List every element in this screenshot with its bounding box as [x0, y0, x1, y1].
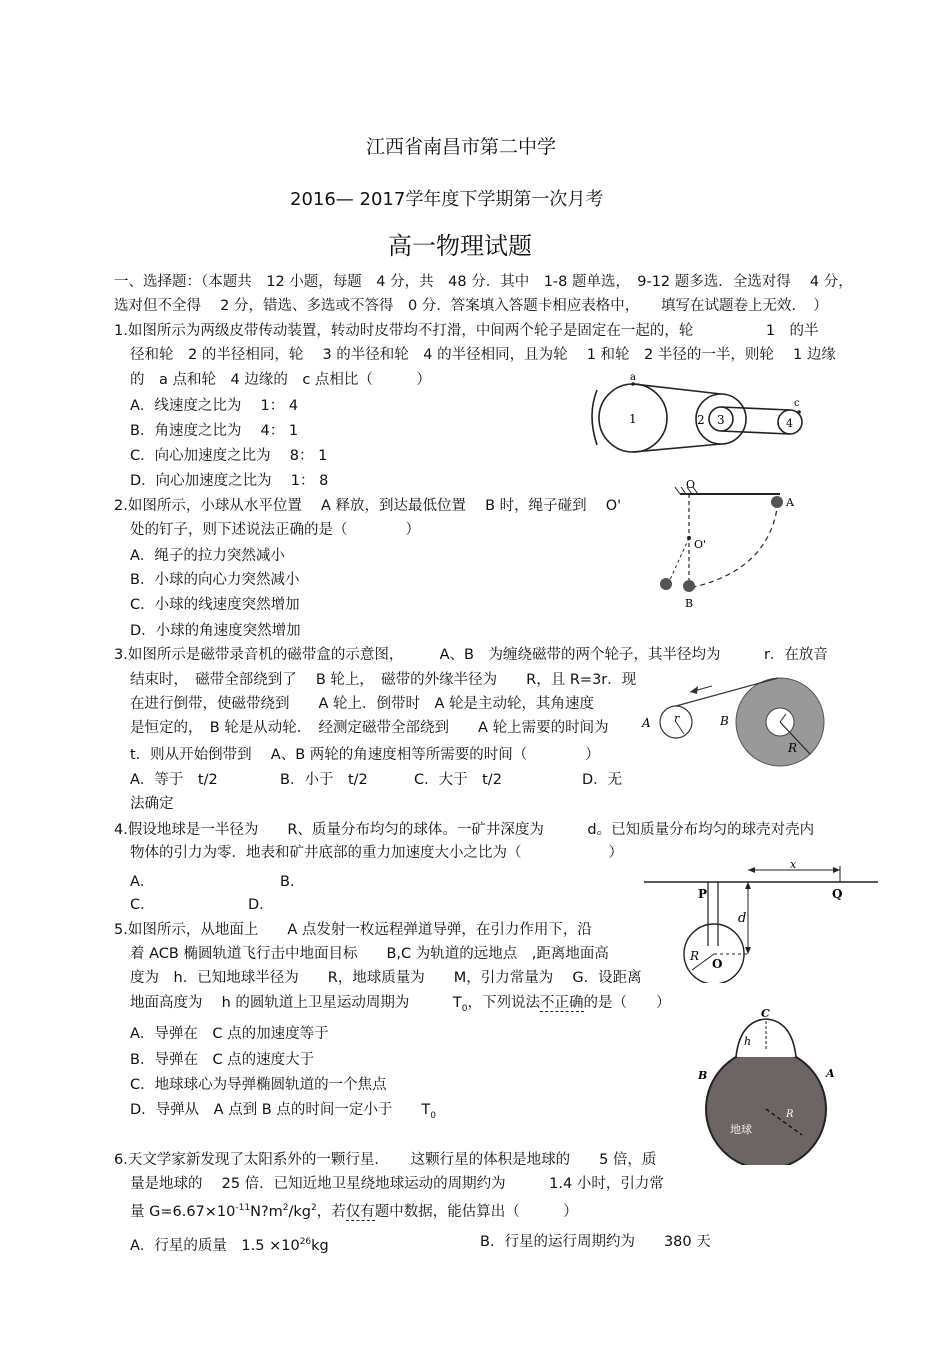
- q6-line3-part5: 题中数据，能估算出（ ）: [374, 1203, 578, 1220]
- q3-label-b: B: [720, 714, 729, 728]
- q5-label-b: B: [698, 1069, 708, 1082]
- q3-stem-line2: 结束时， 磁带全部绕到了 B 轮上， 磁带的外缘半径为 R，且 R=3r．现: [130, 672, 637, 688]
- q1-option-b: B．角速度之比为 4： 1: [130, 423, 299, 439]
- q4-option-d: D．: [248, 897, 274, 913]
- q2-option-b: B．小球的向心力突然减小: [130, 572, 300, 588]
- q3-stem-line3: 在进行倒带，使磁带绕到 A 轮上．倒带时 A 轮是主动轮，其角速度: [130, 696, 595, 712]
- q1-option-c: C．向心加速度之比为 8： 1: [130, 448, 328, 464]
- q6-stem-line3: [130, 1198, 578, 1222]
- q5-emphasis-not-correct: 不正确: [540, 995, 584, 1011]
- q4-label-p: P: [698, 887, 708, 901]
- q1-belt-diagram: [585, 370, 815, 490]
- q5-stem-line4: [130, 993, 671, 1019]
- q5-stem-line2: 着 ACB 椭圆轨道飞行击中地面目标 B,C 为轨道的远地点 ,距离地面高: [130, 946, 609, 962]
- q6-sup-exp: -11: [235, 1203, 251, 1213]
- q4-label-q: Q: [832, 887, 843, 901]
- section-instructions-line1: 一、选择题：（本题共 12 小题，每题 4 分，共 48 分．其中 1-8 题单选， 9-12 题多选．全选对得 4 分，: [114, 274, 853, 290]
- q2-stem-line1: 2.如图所示，小球从水平位置 A 释放，到达最低位置 B 时，绳子碰到 O': [114, 498, 622, 514]
- section-instructions-line2: 选对但不全得 2 分，错选、多选或不答得 0 分．答案填入答题卡相应表格中， 填写在试题卷上无效． ）: [114, 298, 828, 314]
- q5-stem-line4-part2: ，下列说法: [467, 995, 540, 1011]
- q3-option-c: C．大于 t/2: [414, 772, 502, 788]
- q2-option-a: A．绳子的拉力突然减小: [130, 548, 285, 564]
- q1-option-d: D．向心加速度之比为 1： 8: [130, 473, 329, 489]
- q2-option-c: C．小球的线速度突然增加: [130, 597, 300, 613]
- q6-sup-kg2: 2: [311, 1203, 317, 1213]
- q2-pendulum-diagram: [650, 476, 800, 614]
- q4-label-r: R: [690, 949, 700, 963]
- q6-option-a-text: A．行星的质量 1.5 ×: [130, 1237, 282, 1254]
- q6-option-b: B．行星的运行周期约为 380 天: [480, 1234, 711, 1250]
- q6-line3-part3: /kg: [288, 1203, 311, 1220]
- q5-label-a: A: [826, 1067, 835, 1080]
- q5-period-subscript: 0: [461, 1003, 468, 1014]
- q3-tape-diagram: [640, 672, 840, 782]
- q5-option-c: C．地球球心为导弹椭圆轨道的一个焦点: [130, 1077, 387, 1093]
- q1-label-3: 3: [717, 413, 725, 427]
- q3-label-a: A: [642, 716, 651, 730]
- q5-orbit-diagram: [680, 1005, 880, 1165]
- q4-label-d: d: [738, 911, 747, 926]
- q4-stem-line2: 物体的引力为零．地表和矿井底部的重力加速度大小之比为（ ）: [130, 845, 623, 861]
- q3-option-b: B．小于 t/2: [280, 772, 368, 788]
- q6-line3-part1: 量 G=6.67×10: [130, 1203, 236, 1220]
- q5-option-d-subscript: 0: [430, 1110, 436, 1121]
- q2-label-b: B: [685, 597, 694, 610]
- q1-label-c: c: [794, 398, 800, 409]
- q4-option-c: C．: [130, 897, 155, 913]
- q5-label-r: R: [786, 1109, 794, 1120]
- q6-line3-part4: ，若: [316, 1203, 346, 1220]
- q3-option-a: A．等于 t/2: [130, 772, 218, 788]
- q5-option-d-text: D．导弹从 A 点到 B 点的时间一定小于 T: [130, 1102, 431, 1118]
- q1-stem-line1: 1.如图所示为两级皮带传动装置，转动时皮带均不打滑，中间两个轮子是固定在一起的，轮 1 的半: [114, 323, 819, 339]
- q5-stem-line3: 度为 h．已知地球半径为 R，地球质量为 M，引力常量为 G．设距离: [130, 970, 642, 986]
- q3-label-cap-r: R: [788, 741, 798, 755]
- school-name: 江西省南昌市第二中学: [366, 136, 557, 158]
- q6-sup-m2: 2: [282, 1203, 289, 1213]
- q5-option-a: A．导弹在 C 点的加速度等于: [130, 1026, 329, 1042]
- q3-option-d-cont: 法确定: [130, 796, 174, 812]
- q4-mine-diagram: [640, 858, 880, 983]
- q3-option-d: D．无: [582, 772, 623, 788]
- q3-stem-line5: t．则从开始倒带到 A、B 两轮的角速度相等所需要的时间（ ）: [130, 747, 600, 763]
- exam-term: 2016— 2017学年度下学期第一次月考: [290, 189, 604, 210]
- q2-label-o-prime: O': [694, 538, 707, 551]
- q6-option-a: [130, 1232, 329, 1256]
- q5-stem-line4-part1: 地面高度为 h 的圆轨道上卫星运动周期为 T: [130, 995, 462, 1011]
- q6-option-a-exp: 26: [299, 1237, 312, 1247]
- q6-stem-line2: 量是地球的 25 倍．已知近地卫星绕地球运动的周期约为 1.4 小时，引力常: [130, 1176, 664, 1192]
- q1-stem-line3: 的 a 点和轮 4 边缘的 c 点相比（ ）: [130, 372, 431, 388]
- q4-stem-line1: 4.假设地球是一半径为 R、质量分布均匀的球体。一矿井深度为 d。已知质量分布均匀的球壳对壳内: [114, 822, 815, 838]
- q5-label-c: C: [761, 1007, 770, 1020]
- q1-label-1: 1: [629, 412, 637, 426]
- q5-label-earth: 地球: [730, 1123, 752, 1136]
- q5-option-d: [130, 1100, 436, 1126]
- q2-label-a: A: [786, 496, 794, 509]
- q3-stem-line1: 3.如图所示是磁带录音机的磁带盒的示意图， A、B 为缠绕磁带的两个轮子，其半径均为 r．在放音: [114, 647, 828, 663]
- q6-option-a-base: 10: [281, 1237, 300, 1254]
- q6-option-a-unit: kg: [311, 1237, 329, 1254]
- q4-option-a: A．: [130, 874, 155, 890]
- q2-option-d: D．小球的角速度突然增加: [130, 623, 301, 639]
- q2-stem-line2: 处的钉子，则下述说法正确的是（ ）: [130, 522, 420, 538]
- q1-label-4: 4: [786, 417, 793, 430]
- q1-stem-line2: 径和轮 2 的半径相同，轮 3 的半径和轮 4 的半径相同，且为轮 1 和轮 2 半径的一半，则轮 1 边缘: [130, 347, 836, 363]
- q6-emphasis-only: 仅有: [345, 1203, 375, 1220]
- q2-label-o: O: [686, 478, 696, 491]
- page-title: 高一物理试题: [388, 232, 532, 260]
- q1-label-a: a: [630, 372, 636, 383]
- q3-stem-line4: 是恒定的， B 轮是从动轮． 经测定磁带全部绕到 A 轮上需要的时间为: [130, 720, 609, 736]
- q4-option-b: B．: [280, 874, 305, 890]
- q1-option-a: A．线速度之比为 1： 4: [130, 398, 299, 414]
- q5-label-h: h: [744, 1035, 752, 1048]
- q1-label-2: 2: [697, 413, 705, 427]
- q6-line3-part2: N?m: [250, 1203, 283, 1220]
- q4-label-o: O: [712, 957, 723, 971]
- q5-stem-line1: 5.如图所示，从地面上 A 点发射一枚远程弹道导弹，在引力作用下，沿: [114, 922, 592, 938]
- q6-stem-line1: 6.天文学家新发现了太阳系外的一颗行星． 这颗行星的体积是地球的 5 倍，质: [114, 1152, 657, 1168]
- q3-label-r: r: [674, 712, 680, 725]
- q5-option-b: B．导弹在 C 点的速度大于: [130, 1052, 315, 1068]
- q5-stem-line4-part3: 的是（ ）: [583, 995, 671, 1011]
- q4-label-x: x: [790, 858, 797, 871]
